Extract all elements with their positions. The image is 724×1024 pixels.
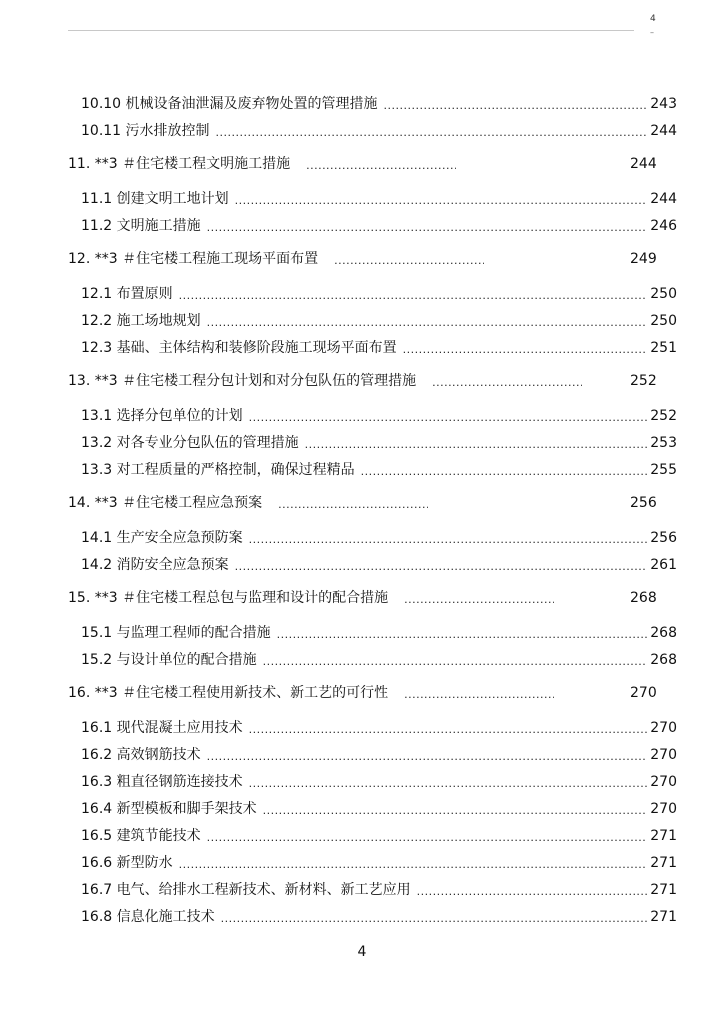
footer-page-number: 4 xyxy=(357,944,367,960)
toc-entry[interactable] xyxy=(81,799,677,819)
toc-leader-dots xyxy=(179,853,648,873)
toc-leader-dots xyxy=(207,826,648,846)
toc-entry-title: 11. **3 ＃住宅楼工程文明施工措施 xyxy=(68,156,291,172)
toc-leader-dots xyxy=(179,284,648,304)
toc-leader-dots xyxy=(216,121,648,141)
toc-entry-title: 10.10 机械设备油泄漏及废弃物处置的管理措施 xyxy=(81,96,378,112)
toc-entry-title: 16.6 新型防水 xyxy=(81,855,173,871)
toc-entry[interactable] xyxy=(81,745,677,765)
toc-leader-dots xyxy=(249,528,648,548)
toc-entry[interactable] xyxy=(81,853,677,873)
toc-entry[interactable] xyxy=(81,406,677,426)
toc-entry-title: 16.8 信息化施工技术 xyxy=(81,909,215,925)
toc-entry-page: 246 xyxy=(650,218,677,234)
toc-entry-page: 270 xyxy=(650,747,677,763)
toc-entry-page: 270 xyxy=(650,774,677,790)
toc-entry[interactable] xyxy=(81,338,677,358)
toc-entry[interactable] xyxy=(81,880,677,900)
toc-leader-dots xyxy=(263,799,648,819)
toc-entry-page: 271 xyxy=(650,909,677,925)
toc-entry-title: 13. **3 ＃住宅楼工程分包计划和对分包队伍的管理措施 xyxy=(68,373,417,389)
header-page-number: 4 xyxy=(650,14,656,24)
toc-entry[interactable] xyxy=(68,588,658,608)
toc-entry-page: 271 xyxy=(650,828,677,844)
toc-leader-dots xyxy=(432,371,582,391)
toc-entry-page: 270 xyxy=(650,720,677,736)
toc-entry-title: 15. **3 ＃住宅楼工程总包与监理和设计的配合措施 xyxy=(68,590,389,606)
toc-entry[interactable] xyxy=(81,460,677,480)
toc-entry-title: 12.2 施工场地规划 xyxy=(81,313,201,329)
toc-entry-page: 256 xyxy=(650,530,677,546)
toc-entry-page: 249 xyxy=(630,251,657,267)
toc-entry-title: 16.1 现代混凝土应用技术 xyxy=(81,720,243,736)
toc-entry[interactable] xyxy=(81,433,677,453)
toc-entry-page: 250 xyxy=(650,313,677,329)
toc-leader-dots xyxy=(334,249,484,269)
toc-leader-dots xyxy=(207,216,648,236)
toc-leader-dots xyxy=(384,94,648,114)
toc-entry-page: 243 xyxy=(650,96,677,112)
toc-entry-title: 14. **3 ＃住宅楼工程应急预案 xyxy=(68,495,263,511)
toc-entry[interactable] xyxy=(81,650,677,670)
toc-entry-title: 15.1 与监理工程师的配合措施 xyxy=(81,625,271,641)
toc-entry-title: 13.3 对工程质量的严格控制，确保过程精品 xyxy=(81,462,355,478)
toc-entry[interactable] xyxy=(81,189,677,209)
toc-entry-title: 11.2 文明施工措施 xyxy=(81,218,201,234)
toc-entry-page: 250 xyxy=(650,286,677,302)
toc-leader-dots xyxy=(249,772,648,792)
toc-entry[interactable] xyxy=(81,772,677,792)
toc-entry-title: 14.1 生产安全应急预防案 xyxy=(81,530,243,546)
toc-entry-page: 271 xyxy=(650,882,677,898)
toc-entry[interactable] xyxy=(81,623,677,643)
toc-entry-title: 16.4 新型模板和脚手架技术 xyxy=(81,801,257,817)
toc-leader-dots xyxy=(249,406,648,426)
toc-entry-page: 268 xyxy=(650,625,677,641)
toc-leader-dots xyxy=(278,493,428,513)
toc-entry-page: 252 xyxy=(630,373,657,389)
toc-entry-title: 12.3 基础、主体结构和装修阶段施工现场平面布置 xyxy=(81,340,397,356)
toc-entry-title: 16. **3 ＃住宅楼工程使用新技术、新工艺的可行性 xyxy=(68,685,389,701)
toc-entry-title: 16.2 高效钢筋技术 xyxy=(81,747,201,763)
toc-leader-dots xyxy=(249,718,648,738)
header-tick-mark: – xyxy=(650,28,654,37)
toc-leader-dots xyxy=(263,650,648,670)
toc-leader-dots xyxy=(305,433,648,453)
toc-entry-title: 16.5 建筑节能技术 xyxy=(81,828,201,844)
toc-leader-dots xyxy=(404,683,554,703)
toc-entry-page: 270 xyxy=(650,801,677,817)
toc-leader-dots xyxy=(207,311,648,331)
toc-entry[interactable] xyxy=(81,528,677,548)
toc-entry-page: 244 xyxy=(650,123,677,139)
toc-entry-page: 261 xyxy=(650,557,677,573)
toc-entry-title: 12. **3 ＃住宅楼工程施工现场平面布置 xyxy=(68,251,319,267)
toc-entry-title: 16.3 粗直径钢筋连接技术 xyxy=(81,774,243,790)
toc-entry[interactable] xyxy=(81,907,677,927)
toc-leader-dots xyxy=(207,745,648,765)
toc-entry-title: 13.2 对各专业分包队伍的管理措施 xyxy=(81,435,299,451)
toc-entry-page: 270 xyxy=(630,685,657,701)
toc-entry-page: 256 xyxy=(630,495,657,511)
toc-entry[interactable] xyxy=(68,371,658,391)
toc-entry[interactable] xyxy=(81,284,677,304)
toc-entry-title: 14.2 消防安全应急预案 xyxy=(81,557,229,573)
toc-leader-dots xyxy=(417,880,648,900)
toc-entry-page: 252 xyxy=(650,408,677,424)
toc-entry[interactable] xyxy=(81,94,677,114)
toc-leader-dots xyxy=(403,338,648,358)
toc-entry-title: 16.7 电气、给排水工程新技术、新材料、新工艺应用 xyxy=(81,882,411,898)
toc-entry[interactable] xyxy=(81,718,677,738)
toc-entry-page: 244 xyxy=(650,191,677,207)
toc-entry[interactable] xyxy=(81,311,677,331)
toc-entry-page: 251 xyxy=(650,340,677,356)
toc-entry-title: 12.1 布置原则 xyxy=(81,286,173,302)
toc-leader-dots xyxy=(306,154,456,174)
toc-leader-dots xyxy=(221,907,648,927)
toc-entry-title: 13.1 选择分包单位的计划 xyxy=(81,408,243,424)
toc-entry[interactable] xyxy=(81,555,677,575)
toc-entry-title: 11.1 创建文明工地计划 xyxy=(81,191,229,207)
toc-entry-title: 10.11 污水排放控制 xyxy=(81,123,210,139)
toc-entry-title: 15.2 与设计单位的配合措施 xyxy=(81,652,257,668)
toc-entry[interactable] xyxy=(68,493,658,513)
toc-entry-page: 255 xyxy=(650,462,677,478)
toc-entry-page: 253 xyxy=(650,435,677,451)
toc-leader-dots xyxy=(235,555,648,575)
toc-leader-dots xyxy=(235,189,648,209)
toc-leader-dots xyxy=(361,460,648,480)
toc-entry[interactable] xyxy=(68,683,658,703)
toc-entry-page: 244 xyxy=(630,156,657,172)
toc-entry[interactable] xyxy=(81,216,677,236)
toc-entry[interactable] xyxy=(81,826,677,846)
toc-entry-page: 268 xyxy=(650,652,677,668)
toc-entry[interactable] xyxy=(68,154,658,174)
toc-leader-dots xyxy=(277,623,648,643)
toc-entry[interactable] xyxy=(68,249,658,269)
toc-entry-page: 271 xyxy=(650,855,677,871)
toc-entry[interactable] xyxy=(81,121,677,141)
toc-entry-page: 268 xyxy=(630,590,657,606)
toc-leader-dots xyxy=(404,588,554,608)
